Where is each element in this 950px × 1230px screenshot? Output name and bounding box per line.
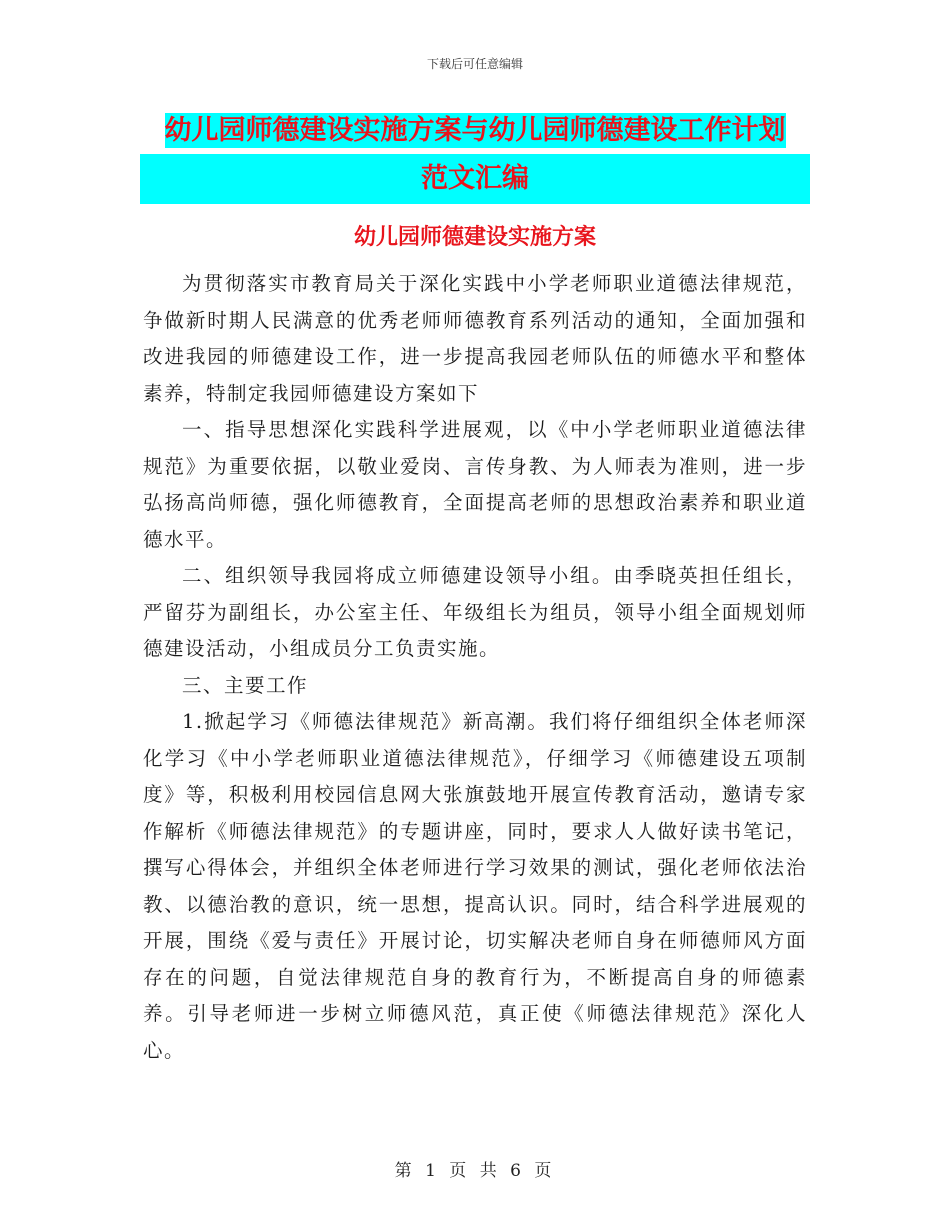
paragraph: 1.掀起学习《师德法律规范》新高潮。我们将仔细组织全体老师深化学习《中小学老师职业道德法律规范》，仔细学习《师德建设五项制度》等，积极利用校园信息网大张旗鼓地开展宣传教育活动，邀请专家作解析《师德法律规范》的专题讲座，同时，要求人人做好读书笔记，撰写心得体会，并组织全体老师进行学习效果的测试，强化老师依法治教、以德治教的意识，统一思想，提高认识。同时，结合科学进展观的开展，围绕《爱与责任》开展讨论，切实解决老师自身在师德师风方面存在的问题，自觉法律规范自身的教育行为，不断提高自身的师德素养。引导老师进一步树立师德风范，真正使《师德法律规范》深化人心。	[143, 710, 807, 1062]
document-body	[143, 266, 807, 1069]
document-title-line2: 范文汇编	[421, 163, 529, 194]
paragraph: 三、主要工作	[182, 673, 309, 697]
document-title-line1: 幼儿园师德建设实施方案与幼儿园师德建设工作计划	[164, 115, 786, 146]
page-header-note: 下载后可任意编辑	[426, 57, 523, 71]
page-number-footer: 第 1 页 共 6 页	[394, 1161, 556, 1181]
paragraph: 一、指导思想深化实践科学进展观，以《中小学老师职业道德法律规范》为重要依据，以敬业爱岗、言传身教、为人师表为准则，进一步弘扬高尚师德，强化师德教育，全面提高老师的思想政治素养和职业道德水平。	[143, 418, 807, 551]
document-title	[140, 108, 810, 204]
section-heading: 幼儿园师德建设实施方案	[353, 225, 596, 250]
paragraph: 为贯彻落实市教育局关于深化实践中小学老师职业道德法律规范，争做新时期人民满意的优秀老师师德教育系列活动的通知，全面加强和改进我园的师德建设工作，进一步提高我园老师队伍的师德水平和整体素养，特制定我园师德建设方案如下	[143, 272, 807, 405]
paragraph: 二、组织领导我园将成立师德建设领导小组。由季晓英担任组长，严留芬为副组长，办公室主任、年级组长为组员，领导小组全面规划师德建设活动，小组成员分工负责实施。	[143, 564, 807, 660]
